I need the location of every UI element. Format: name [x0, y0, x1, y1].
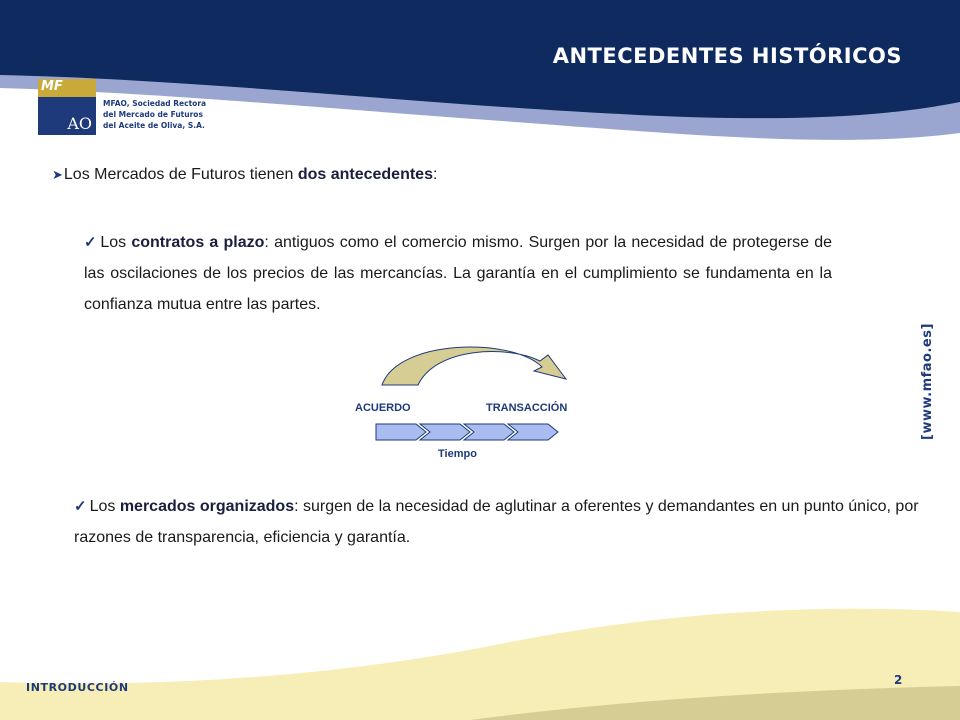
logo-mark-top: MF: [41, 79, 63, 94]
timeline-diagram: [340, 345, 600, 470]
chevron-segment-3: [464, 424, 514, 440]
logo-mark: [38, 79, 96, 135]
item1-text-bold: contratos a plazo: [131, 234, 265, 251]
intro-text-pre: Los Mercados de Futuros tienen: [63, 166, 298, 183]
section-label: INTRODUCCIÓN: [26, 681, 129, 694]
curved-arrow-icon: [382, 347, 566, 385]
website-watermark: [www.mfao.es]: [920, 323, 935, 440]
logo-line-1: MFAO, Sociedad Rectora: [103, 99, 207, 108]
logo-line-2: del Mercado de Futuros: [103, 110, 203, 119]
logo-text: [103, 98, 206, 131]
item2-text-post: : surgen de la necesidad de aglutinar a oferentes y demandantes en un punto único, por razones de transparencia, eficiencia y garantía.: [74, 498, 919, 546]
page-title: ANTECEDENTES HISTÓRICOS: [552, 44, 902, 68]
label-transaccion: TRANSACCIÓN: [486, 402, 568, 414]
chevron-segment-4: [508, 424, 558, 440]
chevron-segment-1: [376, 424, 426, 440]
item-mercados-organizados: [74, 491, 924, 553]
checkmark-icon: ✓: [84, 234, 98, 251]
company-logo: [38, 79, 228, 135]
logo-mark-bottom: AO: [67, 114, 92, 133]
item1-text-pre: Los: [100, 234, 132, 251]
item1-text-post: : antiguos como el comercio mismo. Surgen por la necesidad de protegerse de las oscilaciones de los precios de las mercancías. La garantía en el cumplimiento se fundamenta en la confianza mutua entre las partes.: [84, 234, 832, 313]
page-number: 2: [894, 673, 903, 687]
item2-text-pre: Los: [89, 498, 120, 515]
item-contratos-a-plazo: [84, 227, 832, 320]
time-chevrons: [376, 424, 558, 440]
label-tiempo: Tiempo: [438, 448, 477, 460]
label-acuerdo: ACUERDO: [355, 402, 411, 414]
intro-bullet: [52, 166, 437, 184]
arrow-bullet-icon: ➤: [52, 167, 63, 182]
checkmark-icon: ✓: [74, 498, 87, 515]
item2-text-bold: mercados organizados: [119, 498, 295, 515]
intro-text-post: :: [432, 166, 438, 183]
intro-text-bold: dos antecedentes: [297, 166, 433, 183]
chevron-segment-2: [420, 424, 470, 440]
logo-line-3: del Aceite de Oliva, S.A.: [103, 121, 205, 130]
